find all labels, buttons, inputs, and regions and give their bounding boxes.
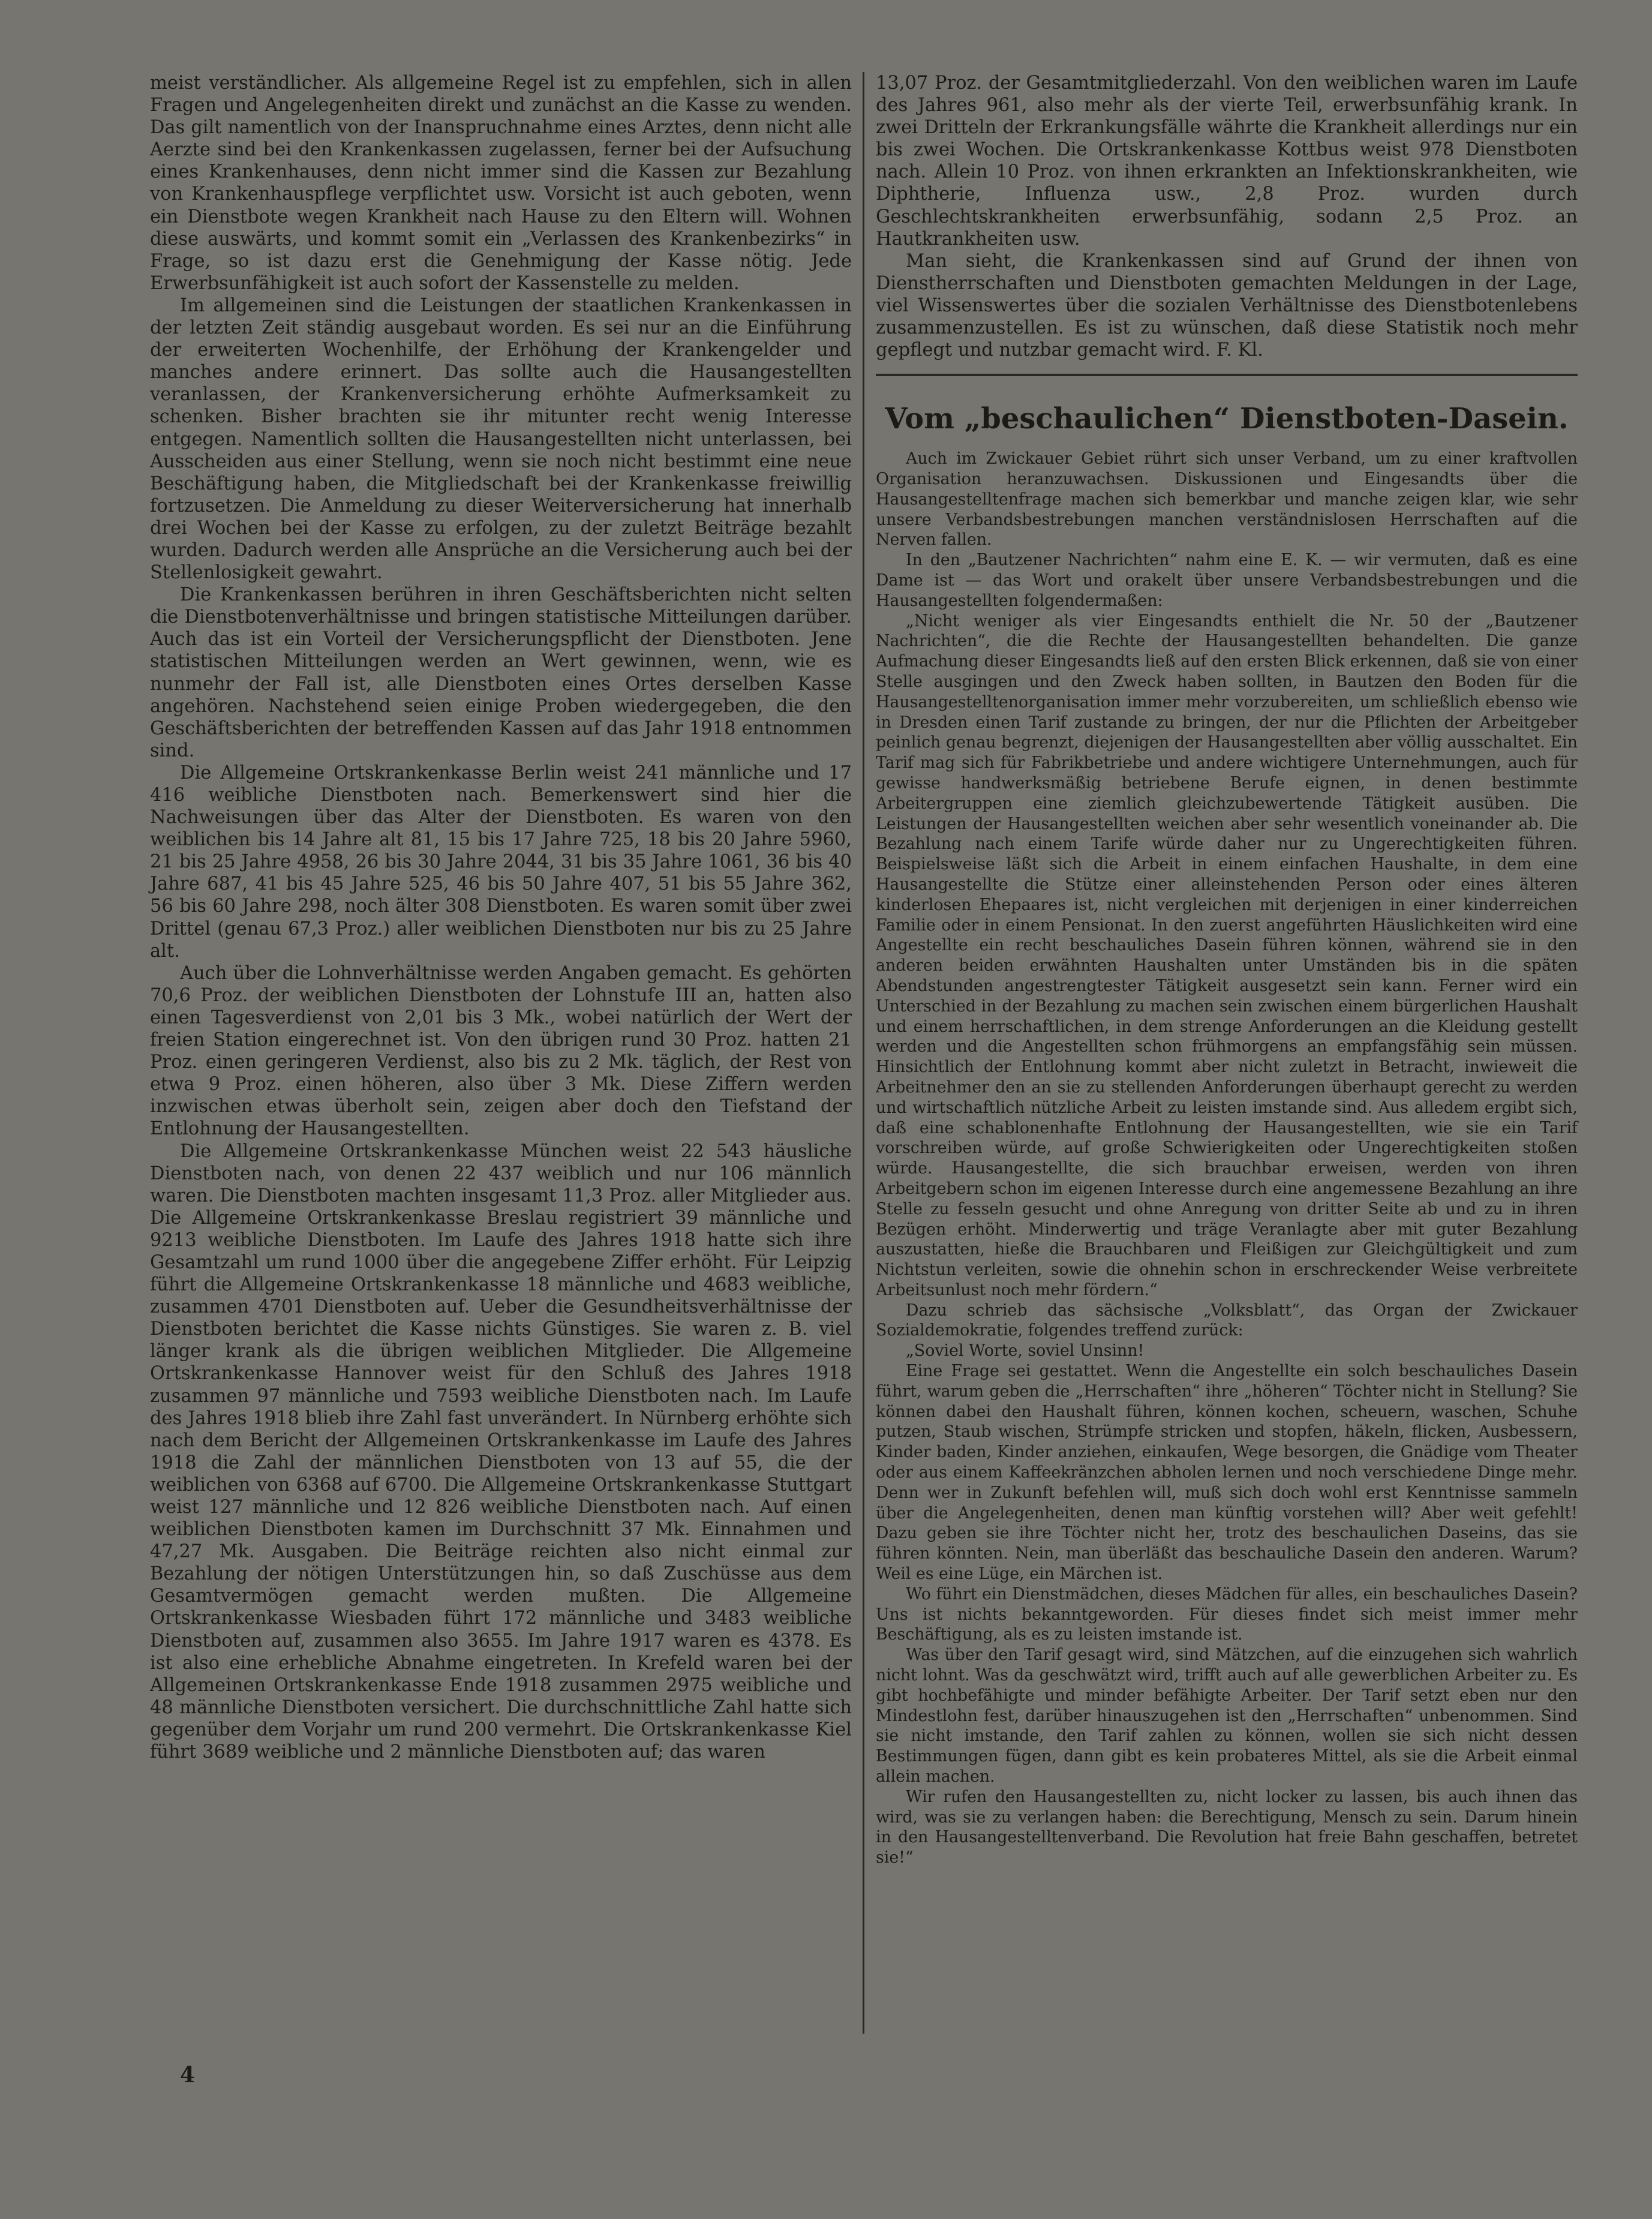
article-title: Vom „beschaulichen“ Dienstboten-Dasein. [885,402,1569,436]
paragraph: Die Allgemeine Ortskrankenkasse München weist 22 543 häusliche Dienstboten nach, von denen 22 437 weiblich und nur 106 männlich waren. Die Dienstboten machten insgesamt 11,3 Proz. aller Mitglieder aus. Die Allgemeine Ortskrankenkasse Breslau registriert 39 männliche und 9213 weibliche Dienstboten. Im Laufe des Jahres 1918 hatte sich ihre Gesamtzahl um rund 1000 über die angegebene Ziffer erhöht. Für Leipzig führt die Allgemeine Ortskrankenkasse 18 männliche und 4683 weibliche, zusammen 4701 Dienstboten auf. Ueber die Gesundheitsverhältnisse der Dienstboten berichtet die Kasse nichts Günstiges. Sie waren z. B. viel länger krank als die übrigen weiblichen Mitglieder. Die Allgemeine Ortskrankenkasse Hannover weist für den Schluß des Jahres 1918 zusammen 97 männliche und 7593 weibliche Dienstboten nach. Im Laufe des Jahres 1918 blieb ihre Zahl fast unverändert. In Nürnberg erhöhte sich nach dem Bericht der Allgemeinen Ortskrankenkasse im Laufe des Jahres 1918 die Zahl der männlichen Dienstboten von 13 auf 55, die der weiblichen von 6368 auf 6700. Die Allgemeine Ortskrankenkasse Stuttgart weist 127 männliche und 12 826 weibliche Dienstboten nach. Auf einen weiblichen Dienstboten kamen im Durchschnitt 37 Mk. Einnahmen und 47,27 Mk. Ausgaben. Die Beiträge reichten also nicht einmal zur Bezahlung der nötigen Unterstützungen hin, so daß Zuschüsse aus dem Gesamtvermögen gemacht werden mußten. Die Allgemeine Ortskrankenkasse Wiesbaden führt 172 männliche und 3483 weibliche Dienstboten auf, zusammen also 3655. Im Jahre 1917 waren es 4378. Es ist also eine erhebliche Abnahme eingetreten. In Krefeld waren bei der Allgemeinen Ortskrankenkasse Ende 1918 zusammen 2975 weibliche und 48 männliche Dienstboten versichert. Die durchschnittliche Zahl hatte sich gegenüber dem Vorjahr um rund 200 vermehrt. Die Ortskrankenkasse Kiel führt 3689 weibliche und 2 männliche Dienstboten auf; das waren [150,1140,852,1763]
paragraph: meist verständlicher. Als allgemeine Regel ist zu empfehlen, sich in allen Fragen und Angelegenheiten direkt und zunächst an die Kasse zu wenden. Das gilt namentlich von der Inanspruchnahme eines Arztes, denn nicht alle Aerzte sind bei den Krankenkassen zugelassen, ferner bei der Aufsuchung eines Krankenhauses, denn nicht immer sind die Kassen zur Bezahlung von Krankenhauspflege verpflichtet usw. Vorsicht ist auch geboten, wenn ein Dienstbote wegen Krankheit nach Hause zu den Eltern will. Wohnen diese auswärts, und kommt somit ein „Verlassen des Krankenbezirks“ in Frage, so ist dazu erst die Genehmigung der Kasse nötig. Jede Erwerbsunfähigkeit ist auch sofort der Kassenstelle zu melden. [150,73,852,294]
paragraph: Auch über die Lohnverhältnisse werden Angaben gemacht. Es gehörten 70,6 Proz. der weiblichen Dienstboten der Lohnstufe III an, hatten also einen Tagesverdienst von 2,01 bis 3 Mk., wobei natürlich der Wert der freien Station eingerechnet ist. Von den übrigen rund 30 Proz. hatten 21 Proz. einen geringeren Verdienst, also bis zu 2 Mk. täglich, der Rest von etwa 9 Proz. einen höheren, also über 3 Mk. Diese Ziffern werden inzwischen etwas überholt sein, zeigen aber doch den Tiefstand der Entlohnung der Hausangestellten. [150,962,852,1140]
paragraph: Die Krankenkassen berühren in ihren Geschäftsberichten nicht selten die Dienstbotenverhältnisse und bringen statistische Mitteilungen darüber. Auch das ist ein Vorteil der Versicherungspflicht der Dienstboten. Jene statistischen Mitteilungen werden an Wert gewinnen, wenn, wie es nunmehr der Fall ist, alle Dienstboten eines Ortes derselben Kasse angehören. Nachstehend seien einige Proben wiedergegeben, die den Geschäftsberichten der betreffenden Kassen auf das Jahr 1918 entnommen sind. [150,584,852,761]
paragraph: Die Allgemeine Ortskrankenkasse Berlin weist 241 männliche und 17 416 weibliche Dienstboten nach. Bemerkenswert sind hier die Nachweisungen über das Alter der Dienstboten. Es waren von den weiblichen bis 14 Jahre alt 81, 15 bis 17 Jahre 725, 18 bis 20 Jahre 5960, 21 bis 25 Jahre 4958, 26 bis 30 Jahre 2044, 31 bis 35 Jahre 1061, 36 bis 40 Jahre 687, 41 bis 45 Jahre 525, 46 bis 50 Jahre 407, 51 bis 55 Jahre 362, 56 bis 60 Jahre 298, noch älter 308 Dienstboten. Es waren somit über zwei Drittel (genau 67,3 Proz.) aller weiblichen Dienstboten nur bis zu 25 Jahre alt. [150,762,852,962]
paragraph: Man sieht, die Krankenkassen sind auf Grund der ihnen von Dienstherrschaften und Dienstboten gemachten Meldungen in der Lage, viel Wissenswertes über die sozialen Verhältnisse des Dienstbotenlebens zusammenzustellen. Es ist zu wünschen, daß diese Statistik noch mehr gepflegt und nutzbar gemacht wird. F. Kl. [876,250,1578,361]
page-number: 4 [180,2062,196,2088]
paragraph: In den „Bautzener Nachrichten“ nahm eine E. K. — wir vermuten, daß es eine Dame ist — das Wort und orakelt über unsere Verbandsbestrebungen und die Hausangestellten folgendermaßen: [876,551,1578,610]
paragraph: Dazu schrieb das sächsische „Volksblatt“, das Organ der Zwickauer Sozialdemokratie, folgendes treffend zurück: [876,1301,1578,1340]
paragraph: Eine Frage sei gestattet. Wenn die Angestellte ein solch beschauliches Dasein führt, warum geben die „Herrschaften“ ihre „höheren“ Töchter nicht in Stellung? Sie können dabei den Haushalt führen, können kochen, scheuern, waschen, Schuhe putzen, Staub wischen, Strümpfe stricken und stopfen, häkeln, flicken, Ausbessern, Kinder baden, Kinder anziehen, einkaufen, Wege besorgen, die Gnädige vom Theater oder aus einem Kaffeekränzchen abholen lernen und noch verschiedene Dinge mehr. Denn wer in Zukunft befehlen will, muß sich doch wohl erst Kenntnisse sammeln über die Angelegenheiten, denen man künftig vorstehen will? Aber weit gefehlt! Dazu geben sie ihre Töchter nicht her, trotz des beschaulichen Daseins, das sie führen könnten. Nein, man überläßt das beschauliche Dasein den anderen. Warum? Weil es eine Lüge, ein Märchen ist. [876,1362,1578,1584]
paragraph: Auch im Zwickauer Gebiet rührt sich unser Verband, um zu einer kraftvollen Organisation heranzuwachsen. Diskussionen und Eingesandts über die Hausangestelltenfrage machen sich bemerkbar und manche zeigen klar, wie sehr unsere Verbandsbestrebungen manchen verständnislosen Herrschaften auf die Nerven fallen. [876,449,1578,550]
paragraph: „Nicht weniger als vier Eingesandts enthielt die Nr. 50 der „Bautzener Nachrichten“, die die Rechte der Hausangestellten behandelten. Die ganze Aufmachung dieser Eingesandts ließ auf den ersten Blick erkennen, daß sie von einer Stelle ausgingen und den Zweck haben sollten, in Bautzen den Boden für die Hausangestelltenorganisation immer mehr vorzubereiten, um schließlich ebenso wie in Dresden einen Tarif zustande zu bringen, der nur die Pflichten der Arbeitgeber peinlich genau begrenzt, diejenigen der Hausangestellten aber völlig ausschaltet. Ein Tarif mag sich für Fabrikbetriebe und andere wichtigere Unternehmungen, auch für gewisse handwerksmäßig betriebene Berufe eignen, in denen bestimmte Arbeitergruppen eine ziemlich gleichzubewertende Tätigkeit ausüben. Die Leistungen der Hausangestellten weichen aber sehr wesentlich voneinander ab. Die Bezahlung nach einem Tarife würde daher nur zu Ungerechtigkeiten führen. Beispielsweise läßt sich die Arbeit in einem einfachen Haushalte, in dem eine Hausangestellte die Stütze einer alleinstehenden Person oder eines älteren kinderlosen Ehepaares ist, nicht vergleichen mit derjenigen in einer kinderreichen Familie oder in einem Pensionat. In den zuerst angeführten Häuslichkeiten wird eine Angestellte ein recht beschauliches Dasein führen können, während sie in den anderen beiden erwähnten Haushalten unter Umständen bis in die späten Abendstunden angestrengtester Tätigkeit ausgesetzt sein kann. Ferner wird ein Unterschied in der Bezahlung zu machen sein zwischen einem bürgerlichen Haushalt und einem herrschaftlichen, in dem strenge Anforderungen an die Kleidung gestellt werden und die Angestellten schon frühmorgens an empfangsfähig sein müssen. Hinsichtlich der Entlohnung kommt aber nicht zuletzt in Betracht, inwieweit die Arbeitnehmer den an sie zu stellenden Anforderungen überhaupt gerecht zu werden und wirtschaftlich nützliche Arbeit zu leisten imstande sind. Aus alledem ergibt sich, daß eine schablonenhafte Entlohnung der Hausangestellten, wie sie ein Tarif vorschreiben würde, auf große Schwierigkeiten oder Ungerechtigkeiten stoßen würde. Hausangestellte, die sich brauchbar erweisen, werden von ihren Arbeitgebern schon im eigenen Interesse durch eine angemessene Bezahlung an ihre Stelle zu fesseln gesucht und ohne Anregung von dritter Seite ab und zu in ihren Bezügen erhöht. Minderwertig und träge Veranlagte aber mit guter Bezahlung auszustatten, hieße die Brauchbaren und Fleißigen zur Gleichgültigkeit und zum Nichtstun verleiten, sowie die ohnehin schon in erschreckender Weise verbreitete Arbeitsunlust noch mehr fördern.“ [876,611,1578,1299]
right-column [876,72,1578,1868]
column-divider [863,72,864,2034]
paragraph: Wo führt ein Dienstmädchen, dieses Mädchen für alles, ein beschauliches Dasein? Uns ist nichts bekanntgeworden. Für dieses findet sich meist immer mehr Beschäftigung, als es zu leisten imstande ist. [876,1584,1578,1644]
section-separator [876,361,1578,386]
paragraph: 13,07 Proz. der Gesamtmitgliederzahl. Von den weiblichen waren im Laufe des Jahres 961, also mehr als der vierte Teil, erwerbsunfähig krank. In zwei Dritteln der Erkrankungsfälle währte die Krankheit allerdings nur ein bis zwei Wochen. Die Ortskrankenkasse Kottbus weist 978 Dienstboten nach. Allein 10 Proz. von ihnen erkrankten an Infektionskrankheiten, wie Diphtherie, Influenza usw., 2,8 Proz. wurden durch Geschlechtskrankheiten erwerbsunfähig, sodann 2,5 Proz. an Hautkrankheiten usw. [876,73,1578,250]
article-body [876,449,1578,1868]
paragraph: „Soviel Worte, soviel Unsinn! [906,1341,1145,1361]
left-column [150,72,852,1763]
paragraph: Was über den Tarif gesagt wird, sind Mätzchen, auf die einzugehen sich wahrlich nicht lohnt. Was da geschwätzt wird, trifft auch auf alle gewerblichen Arbeiter zu. Es gibt hochbefähigte und minder befähigte Arbeiter. Der Tarif setzt eben nur den Mindestlohn fest, darüber hinauszugehen ist den „Herrschaften“ unbenommen. Sind sie nicht imstande, den Tarif zahlen zu können, wollen sie sich nicht dessen Bestimmungen fügen, dann gibt es kein probateres Mittel, als sie die Arbeit einmal allein machen. [876,1646,1578,1786]
paragraph: Im allgemeinen sind die Leistungen der staatlichen Krankenkassen in der letzten Zeit ständig ausgebaut worden. Es sei nur an die Einführung der erweiterten Wochenhilfe, der Erhöhung der Krankengelder und manches andere erinnert. Das sollte auch die Hausangestellten veranlassen, der Krankenversicherung erhöhte Aufmerksamkeit zu schenken. Bisher brachten sie ihr mitunter recht wenig Interesse entgegen. Namentlich sollten die Hausangestellten nicht unterlassen, bei Ausscheiden aus einer Stellung, wenn sie noch nicht bestimmt eine neue Beschäftigung haben, die Mitgliedschaft bei der Krankenkasse freiwillig fortzusetzen. Die Anmeldung zu dieser Weiterversicherung hat innerhalb drei Wochen bei der Kasse zu erfolgen, zu der zuletzt Beiträge bezahlt wurden. Dadurch werden alle Ansprüche an die Versicherung auch bei der Stellenlosigkeit gewahrt. [150,295,852,584]
paragraph: Wir rufen den Hausangestellten zu, nicht locker zu lassen, bis auch ihnen das wird, was sie zu verlangen haben: die Berechtigung, Mensch zu sein. Darum hinein in den Hausangestelltenverband. Die Revolution hat freie Bahn geschaffen, betretet sie!“ [876,1787,1578,1867]
